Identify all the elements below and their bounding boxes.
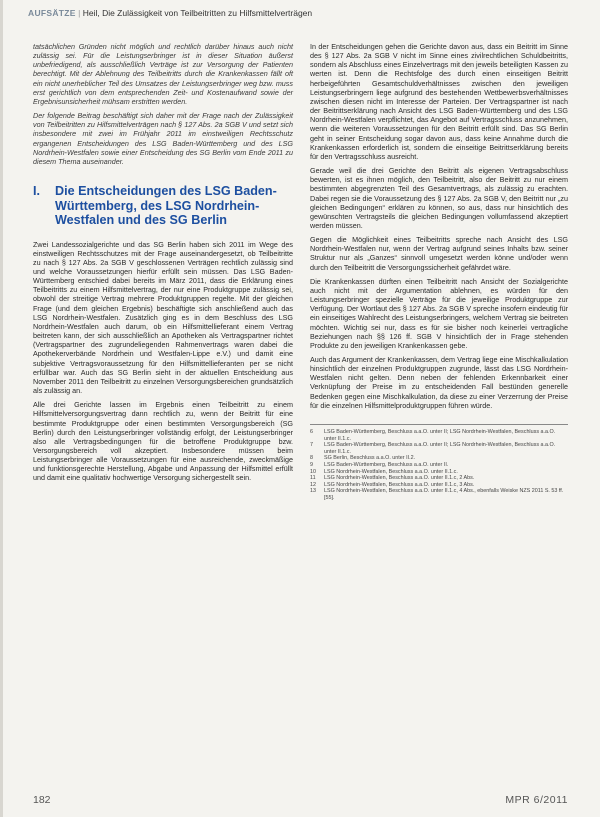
intro-paragraph: tatsächlichen Gründen nicht möglich und rechtlich darüber hinaus auch nicht zulässig sei. Für die Leistungserbringer ist in dieser Situation äußerst unbefriedigend, als ausschließlich Verträge ist zur Versorgung der Patienten berechtigt. Mit der Ablehnung des Teilbeitritts durch die Krankenkassen fällt oft ein nicht unerheblicher Teil des Umsatzes der Leistungserbringer weg bzw. muss erst gerichtlich von dem entsprechenden Zeit- und Kostenaufwand sowie der Ergebnisunsicherheit mühsam erstritten werden. — [33, 42, 293, 106]
body-paragraph: Gegen die Möglichkeit eines Teilbeitritts spreche nach Ansicht des LSG Nordrhein-Westfalen nur, wenn der Vertrag aufgrund seines Inhalts bzw. seiner Struktur nur als „Ganzes“ sinnvoll umgesetzt werden könne und/oder wenn durch den Teilbeitritt die Versorgungssicherheit gefährdet wäre. — [310, 235, 568, 272]
header-separator: | — [78, 8, 81, 18]
body-paragraph: Die Krankenkassen dürften einen Teilbeitritt nach Ansicht der Sozialgerichte auch nicht mit der Argumentation ablehnen, es würden für den Leistungserbringer spezielle Verträge für die jeweilige Produktgruppe zur Verfügung. Der Wortlaut des § 127 Abs. 2a SGB V spreche insofern eindeutig für ein einseitiges Wahlrecht des Leistungserbringers, welchem Vertrag sie beitreten möchten. Wichtig sei nur, dass es für sie bisher noch keinerlei vertragliche Beziehungen nach §§ 126 ff. SGB V hinsichtlich der in Frage stehenden Produkte zu den jeweiligen Krankenkassen gebe. — [310, 276, 568, 350]
body-paragraph: Gerade weil die drei Gerichte den Beitritt als eigenen Vertragsabschluss bewerten, ist es ihnen möglich, den Teilbeitritt, also der Beitritt zu nur einem bestimmten abgegrenzten Teil des Gesamtvertrags, als zulässig zu erachten. Dabei regen sie die Voraussetzung des § 127 Abs. 2a SGB V, den Beitritt nur „zu gleichen Bedingungen“ erklären zu können, so aus, dass nur hinsichtlich des gewünschten Vertragsteils die gleichen Bedingungen vollumfassend akzeptiert werden müssen. — [310, 166, 568, 230]
section-title: Die Entscheidungen des LSG Baden-Württemberg, des LSG Nordrhein-Westfalen und des SG Berlin — [55, 184, 277, 228]
footnote: 6 LSG Baden-Württemberg, Beschluss a.a.O. unter II; LSG Nordrhein-Westfalen, Beschluss a.a.O. unter II.1.c. — [310, 428, 556, 442]
footnote: 10 LSG Nordrhein-Westfalen, Beschluss a.a.O. unter II.1.c. — [310, 468, 458, 475]
running-title: Heil, Die Zulässigkeit von Teilbeitritten zu Hilfsmittelverträgen — [82, 8, 313, 18]
body-paragraph: Alle drei Gerichte lassen im Ergebnis einen Teilbeitritt zu einem Hilfsmittelversorgungsvertrag dann rechtlich zu, wenn der Beitritt für eine bestimmte Produktgruppe oder einen bestimmten Versorgungsbereich (SG Berlin) durch den Leistungserbringer vollständig erfolgt, der Leistungserbringer also alle Vertragsbedingungen für die betroffene Produktgruppe bzw. Versorgungsbereich voll akzeptiert. Insbesondere müssen beim Leistungserbringer alle Voraussetzungen für eine ausreichende, zweckmäßige und funktionsgerechte Herstellung, Abgabe und Anpassung der Hilfsmittel erfüllt und damit eine qualitativ hochwertige Versorgung sichergestellt sein. — [33, 400, 293, 483]
body-paragraph: Zwei Landessozialgerichte und das SG Berlin haben sich 2011 im Wege des einstweiligen Rechtsschutzes mit der Frage auseinandergesetzt, ob Teilbeitritte zu nach § 127 Abs. 2a SGB V geschlossenen Verträgen rechtlich zulässig sind und welche Voraussetzungen hierfür erfüllt sein müssen. Das LSG Baden-Württemberg entschied dabei bereits im März 2011, dass die Erklärung eines Teilbeitritts zu einem Hilfsmittelvertrag, der nur eine Produktgruppe zulässig sei, obwohl der streitige Vertrag mehrere Produktgruppen regelte. Mit der gleichen Frage (und dem gleichen Ergebnis) beschäftigte sich anschließend auch das LSG Nordrhein-Westfalen. Zusätzlich ging es in dem Beschluss des LSG Nordrhein-Westfalen auch darum, ob ein Hilfsmittellieferant einem Vertrag beitreten kann, der sich ausschließlich an Apotheken als Vertragspartner richtet (Vertragspartner des zugrundeliegenden Rahmenvertrags waren dabei die Apothekerverbände Nordrhein und Westfalen-Lippe e.V.) und damit eine subjektive Vertragsvoraussetzung für den Hilfsmittellieferanten per se nicht erfüllbar war. Auch das SG Berlin sieht in der aktuellen Entscheidung aus November 2011 den Teilbeitritt zu einzelnen Versorgungsbereichen grundsätzlich als zulässig an. — [33, 239, 293, 396]
footnotes — [310, 424, 568, 502]
body-paragraph: In der Entscheidungen gehen die Gerichte davon aus, dass ein Beitritt im Sinne des § 127 Abs. 2a SGB V nicht im Sinne eines zivilrechtlichen Schuldbeitritts, sondern als Abschluss eines Einzelvertrags mit den jeweils beteiligten Kassen zu werten ist. Denn die Rechtsfolge des durch einen einseitigen Beitritt herbeigeführten Gesamtschuldverhältnisses zwischen den jeweiligen Leistungserbringern liege aufgrund des bestehenden Wettbewerbsverhältnisses zwischen diesen nicht im Interesse der Parteien. Der Vertragspartner ist nach der Beitrittserklärung nach Ansicht des LSG Baden-Württemberg und des LSG Nordrhein-Westfalen verpflichtet, das Angebot auf Vertragsschluss anzunehmen, wenn die weiteren Voraussetzungen für den Beitritt erfüllt sind. Das SG Berlin geht in seiner Entscheidung sogar davon aus, dass keine Annahme durch die Krankenkassen erforderlich ist, sondern die einseitige Beitrittserklärung bereits für den Vertragsschluss ausreicht. — [310, 42, 568, 161]
section-number: I. — [33, 184, 40, 199]
footnote: 7 LSG Baden-Württemberg, Beschluss a.a.O. unter II; LSG Nordrhein-Westfalen, Beschluss a.a.O. unter II.1.c. — [310, 442, 556, 455]
footnote: 12 LSG Nordrhein-Westfalen, Beschluss a.a.O. unter II.1.c, 3 Abs. — [310, 481, 475, 488]
section-heading — [33, 184, 293, 228]
running-header — [28, 8, 573, 22]
left-column — [33, 42, 293, 488]
footnote: 8 SG Berlin, Beschluss a.a.O. unter II.2. — [310, 455, 416, 462]
footnote: 13 LSG Nordrhein-Westfalen, Beschluss a.a.O. unter II.1.c, 4 Abs., ebenfalls Weiske NZS 2011 S. 53 ff. [55]. — [310, 488, 564, 501]
footnote: 9 LSG Baden-Württemberg, Beschluss a.a.O. unter II. — [310, 461, 449, 468]
page-edge-shadow — [0, 0, 3, 817]
right-column — [310, 42, 568, 501]
footnote: 11 LSG Nordrhein-Westfalen, Beschluss a.a.O. unter II.1.c, 2 Abs. — [310, 475, 475, 482]
journal-issue: MPR 6/2011 — [505, 794, 568, 806]
page-number: 182 — [33, 794, 51, 806]
section-tag: AUFSÄTZE — [28, 8, 76, 18]
intro-paragraph: Der folgende Beitrag beschäftigt sich daher mit der Frage nach der Zulässigkeit von Teilbeitritten zu Hilfsmittelverträgen nach § 127 Abs. 2a SGB V und setzt sich insbesondere mit zwei im Frühjahr 2011 im einstweiligen Rechtsschutz ergangenen Entscheidungen des LSG Baden-Württemberg und des LSG Nordrhein-Westfalen sowie einer Entscheidung des SG Berlin vom Ende 2011 zu diesem Thema auseinander. — [33, 111, 293, 166]
body-paragraph: Auch das Argument der Krankenkassen, dem Vertrag liege eine Mischkalkulation hinsichtlich der einzelnen Produktgruppen zugrunde, lässt das LSG Nordrhein-Westfalen nicht gelten. Denn neben der fehlenden Erkennbarkeit einer Verknüpfung der Preise im zu entscheidenden Fall bestünden generelle Bedenken gegen eine Mischkalkulation, da diese zu einer Verzerrung der Preise für die einzelnen Hilfsmittelproduktgruppen führen würde. — [310, 355, 568, 410]
